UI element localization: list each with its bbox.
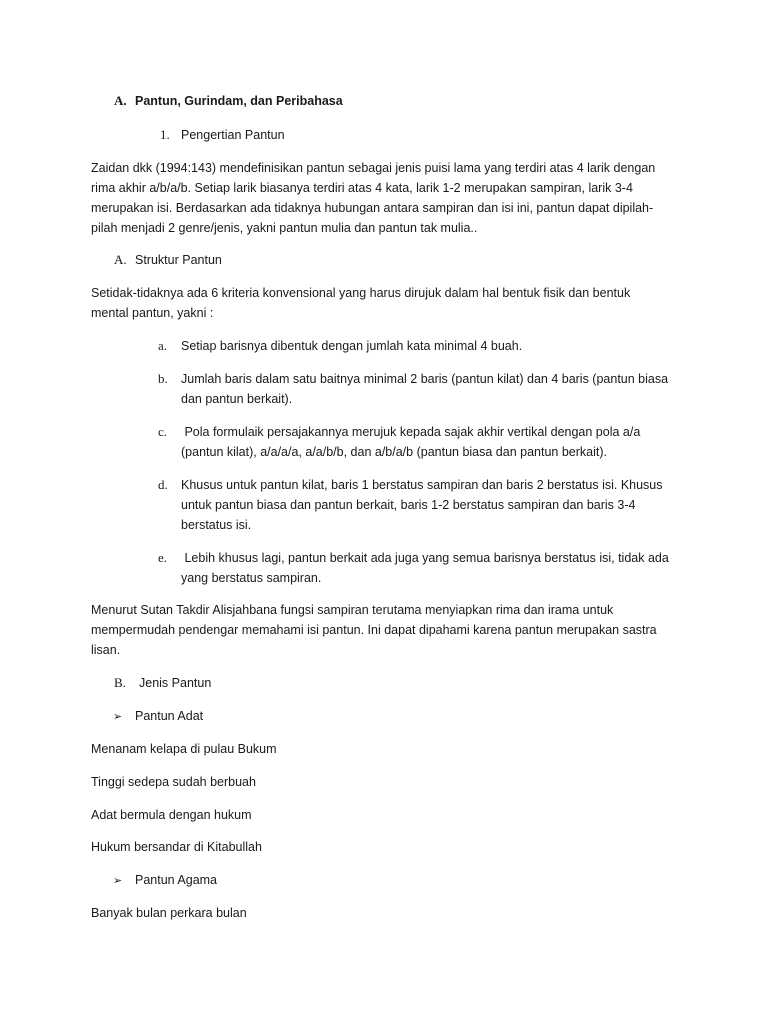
criteria-line: dan pantun berkait). <box>181 392 293 406</box>
paragraph-line: Menurut Sutan Takdir Alisjahbana fungsi sampiran terutama menyiapkan rima dan irama untuk <box>91 603 614 617</box>
paragraph-line: mental pantun, yakni : <box>91 306 214 320</box>
verse-line: Tinggi sedepa sudah berbuah <box>91 775 256 789</box>
paragraph-line: mempermudah pendengar memahami isi pantun. Ini dapat dipahami karena pantun merupakan sastra <box>91 623 657 637</box>
criteria-marker: c. <box>158 424 168 439</box>
subsection-struktur-title: Struktur Pantun <box>135 253 222 267</box>
bullet-pantun-adat: Pantun Adat <box>135 709 204 723</box>
criteria-line: Lebih khusus lagi, pantun berkait ada juga yang semua barisnya berstatus isi, tidak ada <box>181 551 669 565</box>
criteria-line: yang berstatus sampiran. <box>181 571 322 585</box>
function-paragraph <box>91 600 657 660</box>
subsection-1-title: Pengertian Pantun <box>181 128 285 142</box>
criteria-marker: d. <box>158 477 168 492</box>
paragraph-line: Setidak-tidaknya ada 6 kriteria konvensional yang harus dirujuk dalam hal bentuk fisik dan bentuk <box>91 286 631 300</box>
criteria-marker: e. <box>158 550 168 565</box>
criteria-marker: a. <box>158 338 168 353</box>
verse-line: Adat bermula dengan hukum <box>91 808 252 822</box>
criteria-line: Pola formulaik persajakannya merujuk kepada sajak akhir vertikal dengan pola a/a <box>181 425 641 439</box>
criteria-item <box>181 422 640 462</box>
criteria-item <box>181 548 669 588</box>
paragraph-line: lisan. <box>91 643 121 657</box>
subsection-1-marker: 1. <box>160 127 170 142</box>
bullet-pantun-agama: Pantun Agama <box>135 873 218 887</box>
paragraph-line: pilah menjadi 2 genre/jenis, yakni pantun mulia dan pantun tak mulia.. <box>91 221 478 235</box>
paragraph-line: merupakan isi. Berdasarkan ada tidaknya hubungan antara sampiran dan isi ini, pantun dapat dipilah- <box>91 201 654 215</box>
arrow-bullet-icon: ➢ <box>113 875 123 887</box>
paragraph-line: rima akhir a/b/a/b. Setiap larik biasanya terdiri atas 4 kata, larik 1-2 merupakan sampiran, larik 3-4 <box>91 181 633 195</box>
criteria-line: Jumlah baris dalam satu baitnya minimal 2 baris (pantun kilat) dan 4 baris (pantun biasa <box>181 372 669 386</box>
criteria-item <box>181 336 522 356</box>
subsection-jenis-marker: B. <box>114 675 126 690</box>
criteria-line: Setiap barisnya dibentuk dengan jumlah kata minimal 4 buah. <box>181 339 523 353</box>
criteria-line: Khusus untuk pantun kilat, baris 1 berstatus sampiran dan baris 2 berstatus isi. Khusus <box>181 478 663 492</box>
criteria-intro-paragraph <box>91 283 630 323</box>
section-a-title: Pantun, Gurindam, dan Peribahasa <box>135 94 343 108</box>
arrow-bullet-icon: ➢ <box>113 711 123 723</box>
subsection-struktur-marker: A. <box>114 252 127 267</box>
section-a-marker: A. <box>114 93 127 108</box>
definition-paragraph <box>91 158 655 238</box>
paragraph-line: Zaidan dkk (1994:143) mendefinisikan pantun sebagai jenis puisi lama yang terdiri atas 4 larik dengan <box>91 161 656 175</box>
criteria-line: (pantun kilat), a/a/a/a, a/a/b/b, dan a/b/a/b (pantun biasa dan pantun berkait). <box>181 445 607 459</box>
criteria-line: untuk pantun biasa dan pantun berkait, baris 1-2 berstatus sampiran dan baris 3-4 <box>181 498 636 512</box>
verse-line: Banyak bulan perkara bulan <box>91 906 247 920</box>
subsection-jenis-title: Jenis Pantun <box>139 676 212 690</box>
criteria-item <box>181 369 668 409</box>
criteria-line: berstatus isi. <box>181 518 252 532</box>
criteria-marker: b. <box>158 371 168 386</box>
criteria-item <box>181 475 663 535</box>
verse-line: Hukum bersandar di Kitabullah <box>91 840 262 854</box>
verse-line: Menanam kelapa di pulau Bukum <box>91 742 277 756</box>
